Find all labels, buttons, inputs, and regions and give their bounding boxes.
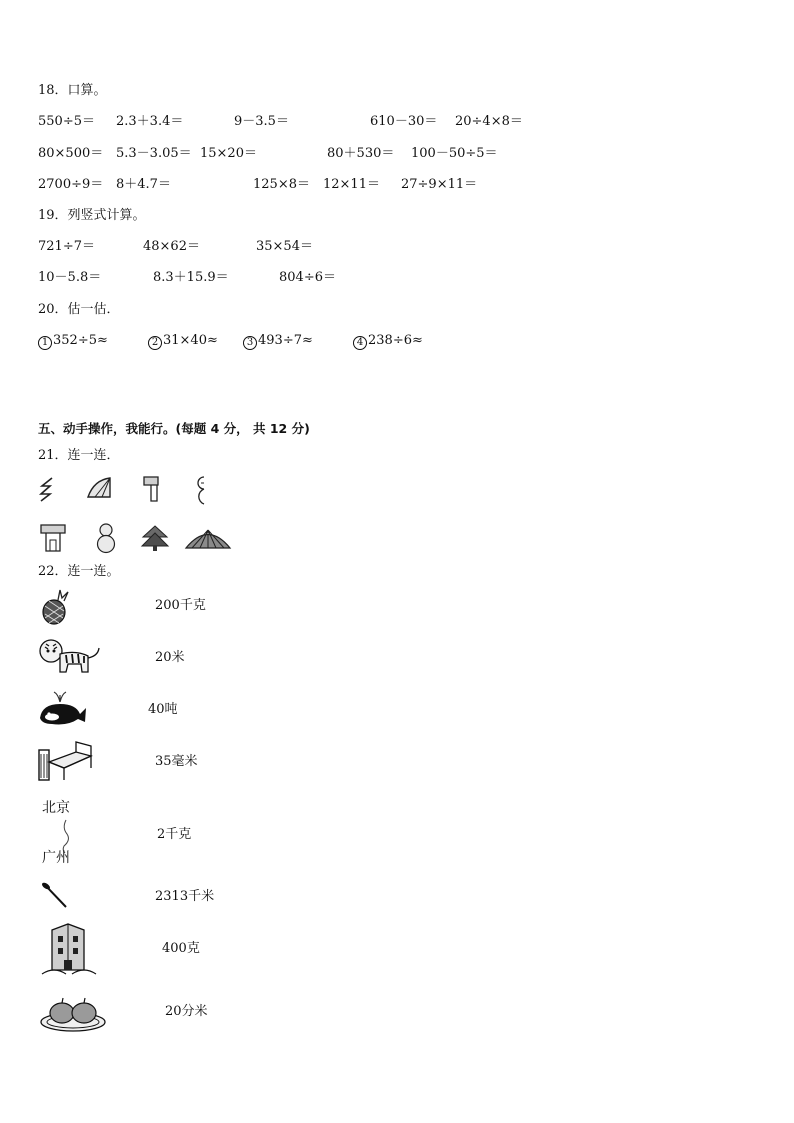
q18-r3-c5: 27÷9×11＝ [401, 177, 478, 192]
half-pine-shape-icon [38, 476, 60, 502]
building-icon [38, 920, 100, 976]
q19-title: 19．列竖式计算。 [38, 208, 146, 223]
whale-icon [36, 690, 88, 728]
q18-r1-c3: 9－3.5＝ [234, 114, 289, 129]
q20-expr: 352÷5≈ [53, 333, 108, 348]
q20-item-3 [243, 333, 313, 350]
q18-r3-c1: 2700÷9＝ [38, 177, 104, 192]
q18-r3-c2: 8＋4.7＝ [116, 177, 171, 192]
q21-title: 21．连一连． [38, 448, 120, 463]
tiger-icon [36, 636, 102, 678]
q20-expr: 238÷6≈ [368, 333, 423, 348]
q18-r1-c2: 2.3＋3.4＝ [116, 114, 184, 129]
half-snowman-shape-icon [194, 475, 210, 505]
pine-tree-icon [140, 524, 170, 552]
umbrella-icon [184, 527, 232, 551]
q18-r3-c4: 12×11＝ [323, 177, 380, 192]
circled-number: 1 [38, 336, 52, 350]
q18-r1-c5: 20÷4×8＝ [455, 114, 523, 129]
section-heading: 五、动手操作，我能行。(每题 4 分， 共 12 分) [38, 421, 310, 436]
q18-r3-c3: 125×8＝ [253, 177, 310, 192]
map-label-bottom: 广州 [42, 850, 70, 866]
unit-label: 40吨 [148, 702, 178, 717]
circled-number: 4 [353, 336, 367, 350]
q20-item-4 [353, 333, 423, 350]
beijing-guangzhou-map [40, 798, 86, 872]
circled-number: 3 [243, 336, 257, 350]
half-house-shape-icon [142, 475, 162, 503]
q22-title: 22．连一连。 [38, 564, 120, 579]
q18-r2-c5: 100－50÷5＝ [411, 146, 498, 161]
q19-r2-c2: 8.3＋15.9＝ [153, 270, 229, 285]
map-label-top: 北京 [42, 800, 70, 816]
snowman-icon [95, 522, 117, 554]
q19-r2-c3: 804÷6＝ [279, 270, 336, 285]
q18-r2-c3: 15×20＝ [200, 146, 257, 161]
q20-item-2 [148, 333, 218, 350]
unit-label: 35毫米 [155, 754, 198, 769]
unit-label: 20米 [155, 650, 185, 665]
q20-expr: 493÷7≈ [258, 333, 313, 348]
q18-r1-c4: 610－30＝ [370, 114, 438, 129]
q18-r2-c2: 5.3－3.05＝ [116, 146, 192, 161]
q18-title: 18．口算。 [38, 83, 107, 98]
unit-label: 200千克 [155, 598, 206, 613]
q20-item-1 [38, 333, 108, 350]
q20-title: 20．估一估． [38, 302, 120, 317]
nail-icon [40, 880, 70, 910]
unit-label: 20分米 [165, 1004, 208, 1019]
q18-r2-c4: 80＋530＝ [327, 146, 395, 161]
unit-label: 2313千米 [155, 889, 215, 904]
q19-r1-c2: 48×62＝ [143, 239, 200, 254]
unit-label: 2千克 [157, 827, 192, 842]
fruit-plate-icon [38, 992, 108, 1034]
circled-number: 2 [148, 336, 162, 350]
q19-r2-c1: 10－5.8＝ [38, 270, 102, 285]
q18-r2-c1: 80×500＝ [38, 146, 104, 161]
house-icon [38, 522, 68, 554]
unit-label: 400克 [162, 941, 200, 956]
q20-expr: 31×40≈ [163, 333, 218, 348]
half-umbrella-shape-icon [86, 476, 114, 500]
q19-r1-c3: 35×54＝ [256, 239, 313, 254]
q18-r1-c1: 550÷5＝ [38, 114, 95, 129]
pineapple-icon [38, 588, 72, 626]
bed-icon [36, 738, 94, 782]
q19-r1-c1: 721÷7＝ [38, 239, 95, 254]
